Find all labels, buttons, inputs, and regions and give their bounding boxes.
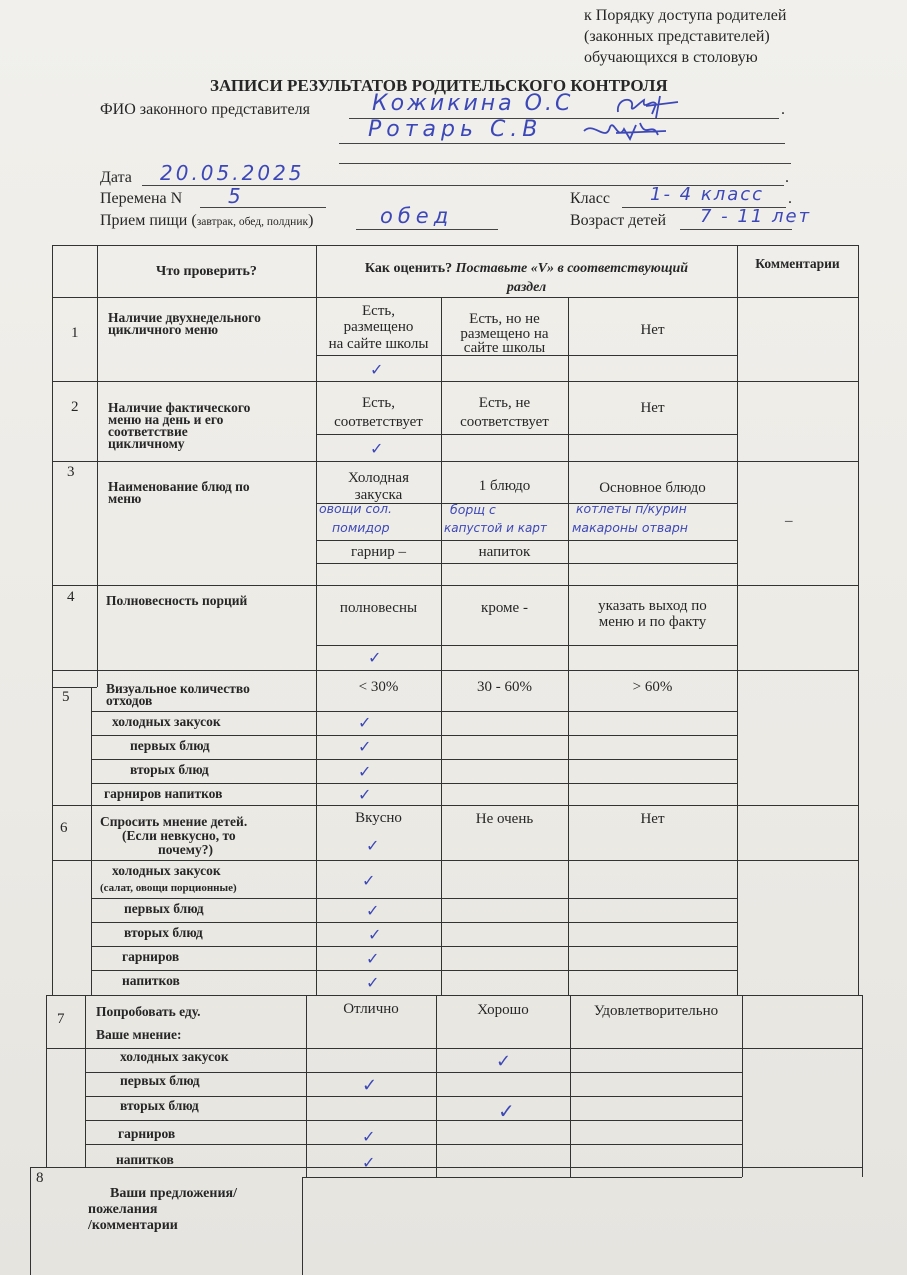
row-5-sub-1: холодных закусок [112,714,221,729]
fio-underline-2 [339,143,785,144]
row-1-opt-1-line-3: на сайте школы [328,336,429,352]
appendix-line-3: обучающихся в столовую [584,49,758,66]
row-2-opt-2-line-1: Есть, не [478,395,531,411]
row-3-opt-1-line-1: Холодная [348,470,409,486]
row-2-number: 2 [71,399,79,415]
class-value: 1- 4 класс [650,184,765,205]
check-mark: ✓ [366,949,380,968]
appendix-line-1: к Порядку доступа родителей [584,7,787,24]
row-6-sub-1: холодных закусок [112,863,221,878]
row-2-label-1: Наличие фактического [108,400,251,415]
date-label: Дата [100,169,132,186]
row-7-label-1: Попробовать еду. [96,1004,201,1019]
row-5-sub-3: вторых блюд [130,762,209,777]
check-mark: ✓ [358,785,372,804]
meal-label: Прием пищи (завтрак, обед, полдник) [100,212,314,229]
row-2-label-4: цикличному [108,436,185,451]
row-5-label-1: Визуальное количество [106,681,250,696]
row-6-sub-3: вторых блюд [124,925,203,940]
row-6-sub-4: гарниров [122,949,180,964]
row-2-label-2: меню на день и его [108,412,224,427]
row-5-sub-4: гарниров напитков [104,786,223,801]
check-mark: ✓ [362,1127,376,1146]
check-mark: ✓ [366,836,380,855]
check-mark: ✓ [368,648,382,667]
age-value: 7 - 11 лет [700,206,812,227]
row-1-opt-3: Нет [640,322,665,338]
row-3-written-2-b: капустой и карт [444,521,547,535]
check-mark: ✓ [358,737,372,756]
check-mark: ✓ [370,360,384,379]
break-underline [200,207,326,208]
row-6-label-3: почему?) [158,842,213,857]
check-mark: ✓ [362,871,376,890]
row-2-opt-2-line-2: соответствует [460,414,549,430]
row-5-sub-2: первых блюд [130,738,210,753]
row-7-sub-3: вторых блюд [120,1098,199,1113]
row-3-number: 3 [67,464,75,480]
row-8-label-2: пожелания [88,1202,158,1217]
row-2-opt-1-line-1: Есть, [362,395,395,411]
document-page: к Порядку доступа родителей (законных представителей) обучающихся в столовую ЗАПИСИ РЕЗУЛЬТАТОВ РОДИТЕЛЬСКОГО КОНТРОЛЯ ФИО законного представителя . Кожикина О.С Ротарь С.В Дата . 20.05.2025 Перемена N 5 Класс . 1- 4 класс Прием пищи (завтрак, обед, полдник) обед Возраст детей 7 - 11 лет Что проверить? Как оценить? Поставьте «V» в соответствующий раздел Комментарии 1 Наличие двухнедельного цикличного меню Есть, размещено на сайте школы Есть, но не размещено на сайте школы Нет ✓ 2 Наличие фактического меню на день и его соответствие цикличному Есть, соответствует Есть, не соответствует Нет ✓ 3 Наименование блюд по меню Холодная закуска 1 блюдо Основное блюдо овощи сол. помидор борщ с капустой и карт котлеты п/курин макароны отварн гарнир – напиток – 4 Полновесность порций полновесны кроме - указать выход по меню и по факту ✓ 5 Визуальное количество отходов < 30% 30 - 60% > 60% холодных закусок первых блюд вторых блюд гарниров напитков ✓ ✓ ✓ ✓ 6 Спросить мнение детей. (Если невкусно, то почему?) Вкусно Не очень Нет ✓ холодных закусок (салат, овощи порционные) первых блюд вторых блюд гарниров напитков ✓ ✓ ✓ ✓ ✓ 7 Попробовать еду. Ваше мнение: Отлично Хорошо Удовлетворительно холодных закусок первых блюд вторых блюд гарниров напитков ✓ ✓ ✓ ✓ ✓ 8 Ваши предложения/ пожелания /комментарии [0,0,907,1275]
row-1-opt-2-line-2: размещено на [460,326,549,342]
check-mark: ✓ [368,925,382,944]
row-3-written-1-a: овощи сол. [319,501,393,516]
fio-value-2: Ротарь С.В [368,117,543,142]
row-3-written-3-a: котлеты п/курин [576,501,687,516]
row-3-label-1: Наименование блюд по [108,479,250,494]
row-6-sub-2: первых блюд [124,901,204,916]
row-1-opt-1-line-2: размещено [343,319,414,335]
fio-value-1: Кожикина О.С [372,91,574,116]
row-3-opt-1-line-2: закуска [354,487,403,503]
header-how-2: раздел [506,280,547,295]
row-5-opt-3: > 60% [632,679,673,695]
row-5-label-2: отходов [106,693,153,708]
row-4-number: 4 [67,589,75,605]
row-7-sub-4: гарниров [118,1126,176,1141]
row-6-label-1: Спросить мнение детей. [100,814,248,829]
row-3-written-2-a: борщ с [450,502,496,517]
header-comments: Комментарии [755,256,840,271]
header-how: Как оценить? Поставьте «V» в соответствующий [364,261,689,276]
row-5-opt-1: < 30% [358,679,399,695]
row-5-opt-2: 30 - 60% [477,679,532,695]
row-2-label-3: соответствие [108,424,188,439]
row-1-opt-2-line-3: сайте школы [463,340,546,356]
document-title: ЗАПИСИ РЕЗУЛЬТАТОВ РОДИТЕЛЬСКОГО КОНТРОЛЯ [210,76,668,95]
meal-value: обед [380,204,454,228]
row-8-label-3: /комментарии [88,1218,178,1233]
check-mark: ✓ [496,1051,512,1072]
row-4-opt-1: полновесны [339,600,418,616]
break-value: 5 [228,184,241,208]
row-3-written-1-b: помидор [332,520,390,535]
row-7-number: 7 [57,1011,65,1027]
check-mark: ✓ [366,973,380,992]
row-2-opt-1-line-2: соответствует [334,414,423,430]
row-1-label-2: цикличного меню [108,322,219,337]
date-value: 20.05.2025 [160,161,305,185]
row-7-sub-5: напитков [116,1152,174,1167]
row-6-label-2: (Если невкусно, то [122,828,236,843]
age-underline [680,229,792,230]
row-6-opt-2: Не очень [475,811,534,827]
row-7-sub-2: первых блюд [120,1073,200,1088]
fio-underline-3 [339,163,791,164]
age-label: Возраст детей [570,212,667,229]
row-7-opt-3: Удовлетворительно [593,1003,719,1019]
meal-underline [356,229,498,230]
row-4-opt-3-line-2: меню и по факту [598,614,707,630]
row-3-extra-2: напиток [478,544,531,560]
row-6-sub-note: (салат, овощи порционные) [100,882,237,894]
check-mark: ✓ [362,1075,378,1096]
row-4-opt-3-line-1: указать выход по [598,598,707,614]
break-label: Перемена N [100,190,183,207]
row-3-extra-1: гарнир – [350,544,407,560]
row-3-written-3-b: макароны отварн [572,520,688,535]
row-1-opt-2-line-1: Есть, но не [469,311,540,327]
row-3-opt-3: Основное блюдо [599,480,706,496]
check-mark: ✓ [370,439,384,458]
appendix-line-2: (законных представителей) [584,28,770,45]
row-5-number: 5 [62,689,70,705]
signature-2 [580,117,670,147]
check-mark: ✓ [362,1153,376,1172]
row-7-label-2: Ваше мнение: [96,1027,182,1042]
row-8-number: 8 [36,1170,44,1186]
check-mark: ✓ [366,901,380,920]
row-8-label-1: Ваши предложения/ [110,1186,237,1201]
row-6-sub-5: напитков [122,973,180,988]
check-mark: ✓ [358,762,372,781]
check-mark: ✓ [358,713,372,732]
class-label: Класс [570,190,610,207]
row-6-number: 6 [60,820,68,836]
row-7-opt-1: Отлично [343,1001,399,1017]
row-7-opt-2: Хорошо [477,1002,529,1018]
row-7-sub-1: холодных закусок [120,1049,229,1064]
row-3-comment-dash: – [785,513,793,529]
row-3-opt-2: 1 блюдо [478,478,531,494]
row-1-opt-1-line-1: Есть, [362,303,395,319]
row-4-label-1: Полновесность порций [106,593,248,608]
row-1-number: 1 [71,325,79,341]
fio-label: ФИО законного представителя [100,101,310,118]
row-6-opt-1: Вкусно [355,810,402,826]
row-3-label-2: меню [108,491,142,506]
row-2-opt-3: Нет [640,400,665,416]
row-4-opt-2: кроме - [481,600,528,616]
header-what: Что проверить? [156,264,257,279]
row-6-opt-3: Нет [640,811,665,827]
row-1-label-1: Наличие двухнедельного [108,310,261,325]
check-mark: ✓ [498,1099,515,1123]
